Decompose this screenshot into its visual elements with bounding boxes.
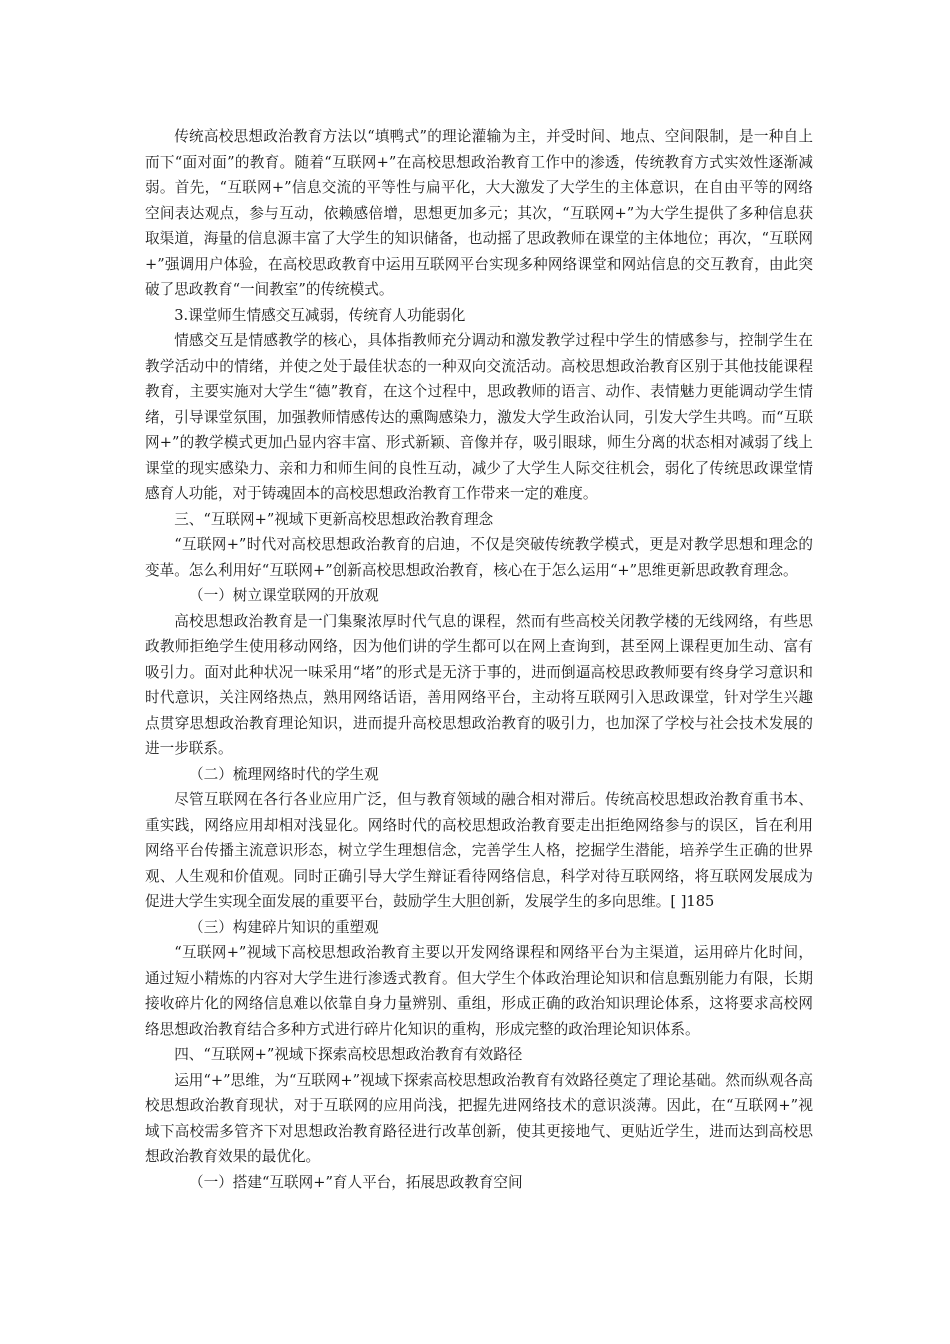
paragraph: 情感交互是情感教学的核心，具体指教师充分调动和激发教学过程中学生的情感参与，控制学生在教学活动中的情绪，并使之处于最佳状态的一种双向交流活动。高校思想政治教育区别于其他技能课程教育，主要实施对大学生“德”教育，在这个过程中，思政教师的语言、动作、表情魅力更能调动学生情绪，引导课堂氛围，加强教师情感传达的熏陶感染力，激发大学生政治认同，引发大学生共鸣。而“互联网+”的教学模式更加凸显内容丰富、形式新颖、音像并存，吸引眼球，师生分离的状态相对减弱了线上课堂的现实感染力、亲和力和师生间的良性互动，减少了大学生人际交往机会，弱化了传统思政课堂情感育人功能，对于铸魂固本的高校思想政治教育工作带来一定的难度。 — [145, 332, 813, 502]
section-heading: 三、“互联网+”视域下更新高校思想政治教育理念 — [174, 510, 494, 528]
paragraph: “互联网+”视域下高校思想政治教育主要以开发网络课程和网络平台为主渠道，运用碎片化时间，通过短小精炼的内容对大学生进行渗透式教育。但大学生个体政治理论知识和信息甄别能力有限，长期接收碎片化的网络信息难以依靠自身力量辨别、重组，形成正确的政治知识理论体系，这将要求高校网络思想政治教育结合多种方式进行碎片化知识的重构，形成完整的政治理论知识体系。 — [145, 944, 813, 1038]
subsection-heading: （一）搭建“互联网+”育人平台，拓展思政教育空间 — [189, 1173, 523, 1191]
section-heading: 四、“互联网+”视域下探索高校思想政治教育有效路径 — [174, 1046, 523, 1063]
section-heading: 3.课堂师生情感交互减弱，传统育人功能弱化 — [174, 306, 466, 324]
subsection-heading: （一）树立课堂联网的开放观 — [189, 587, 379, 604]
document-body — [145, 124, 813, 1195]
subsection-heading: （三）构建碎片知识的重塑观 — [189, 918, 379, 936]
paragraph: 高校思想政治教育是一门集聚浓厚时代气息的课程，然而有些高校关闭教学楼的无线网络，有些思政教师拒绝学生使用移动网络，因为他们讲的学生都可以在网上查询到，甚至网上课程更加生动、富有吸引力。面对此种状况一味采用“堵”的形式是无济于事的，进而倒逼高校思政教师要有终身学习意识和时代意识，关注网络热点，熟用网络话语，善用网络平台，主动将互联网引入思政课堂，针对学生兴趣点贯穿思想政治教育理论知识，进而提升高校思想政治教育的吸引力，也加深了学校与社会技术发展的进一步联系。 — [145, 612, 813, 757]
paragraph: 尽管互联网在各行各业应用广泛，但与教育领域的融合相对滞后。传统高校思想政治教育重书本、重实践，网络应用却相对浅显化。网络时代的高校思想政治教育要走出拒绝网络参与的误区，旨在利用网络平台传播主流意识形态，树立学生理想信念，完善学生人格，挖掘学生潜能，培养学生正确的世界观、人生观和价值观。同时正确引导大学生辩证看待网络信息，科学对待互联网络，将互联网发展成为促进大学生实现全面发展的重要平台，鼓励学生大胆创新，发展学生的多向思维。[ ]185 — [145, 791, 813, 910]
paragraph: “互联网+”时代对高校思想政治教育的启迪，不仅是突破传统教学模式，更是对教学思想和理念的变革。怎么利用好“互联网+”创新高校思想政治教育，核心在于怎么运用“+”思维更新思政教育理念。 — [145, 536, 813, 579]
paragraph: 运用“+”思维，为“互联网+”视域下探索高校思想政治教育有效路径奠定了理论基础。然而纵观各高校思想政治教育现状，对于互联网的应用尚浅，把握先进网络技术的意识淡薄。因此，在“互联网+”视域下高校需多管齐下对思想政治教育路径进行改革创新，使其更接地气、更贴近学生，进而达到高校思想政治教育效果的最优化。 — [145, 1071, 813, 1165]
subsection-heading: （二）梳理网络时代的学生观 — [189, 765, 379, 783]
paragraph: 传统高校思想政治教育方法以“填鸭式”的理论灌输为主，并受时间、地点、空间限制，是一种自上而下“面对面”的教育。随着“互联网+”在高校思想政治教育工作中的渗透，传统教育方式实效性逐渐减弱。首先，“互联网+”信息交流的平等性与扁平化，大大激发了大学生的主体意识，在自由平等的网络空间表达观点，参与互动，依赖感倍增，思想更加多元；其次，“互联网+”为大学生提供了多种信息获取渠道，海量的信息源丰富了大学生的知识储备，也动摇了思政教师在课堂的主体地位；再次，“互联网+”强调用户体验，在高校思政教育中运用互联网平台实现多种网络课堂和网站信息的交互教育，由此突破了思政教育“一间教室”的传统模式。 — [145, 128, 813, 298]
